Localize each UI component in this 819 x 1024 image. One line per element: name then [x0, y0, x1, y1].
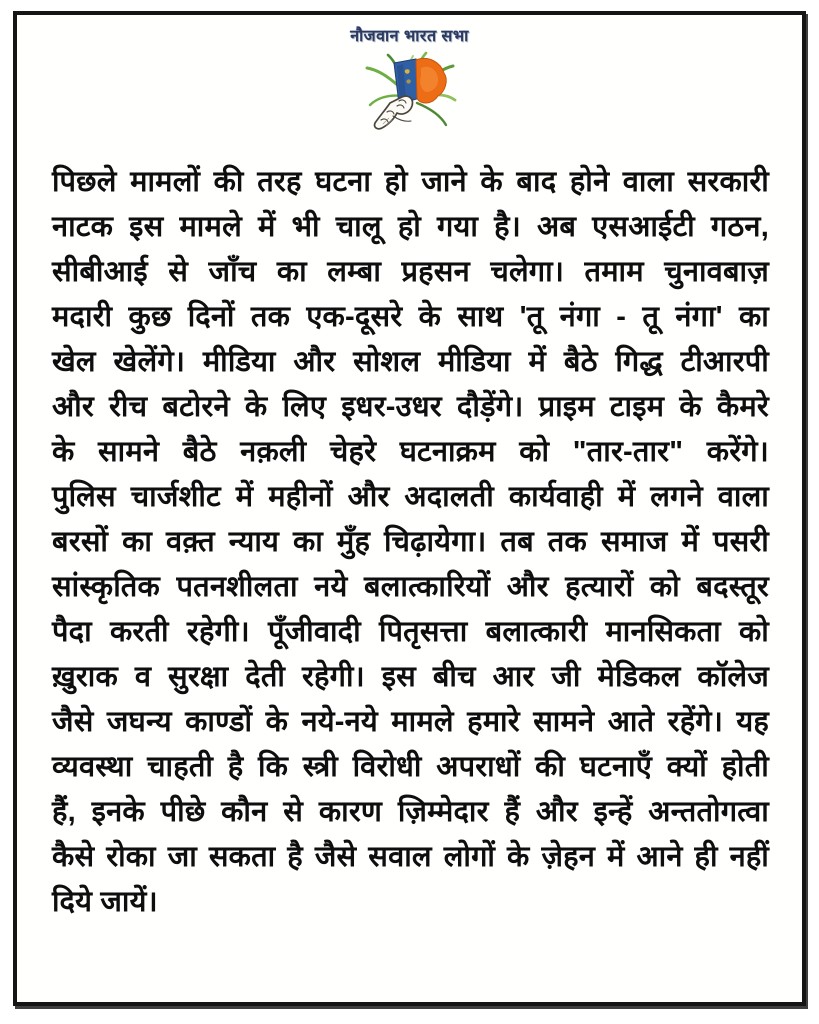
text-line: और रीच बटोरने के लिए इधर-उधर दौड़ेंगे। प्राइम टाइम के कैमरे: [52, 391, 769, 423]
text-line: दिये जायें।: [52, 886, 158, 918]
text-line: पुलिस चार्जशीट में महीनों और अदालती कार्यवाही में लगने वाला: [52, 481, 769, 513]
article-text: [17, 130, 802, 925]
text-line: पिछले मामलों की तरह घटना हो जाने के बाद होने वाला सरकारी: [52, 166, 769, 198]
document-page: [13, 11, 806, 1006]
text-line: नाटक इस मामले में भी चालू हो गया है। अब एसआईटी गठन,: [52, 211, 769, 243]
text-line: खेल खेलेंगे। मीडिया और सोशल मीडिया में बैठे गिद्ध टीआरपी: [52, 346, 769, 378]
fist-holding-flag-icon: [359, 48, 461, 130]
text-line: हैं, इनके पीछे कौन से कारण ज़िम्मेदार हैं और इन्हें अन्ततोगत्वा: [52, 796, 769, 828]
text-line: जैसे जघन्य काण्डों के नये-नये मामले हमारे सामने आते रहेंगे। यह: [52, 706, 769, 738]
text-line: बरसों का वक़्त न्याय का मुँह चिढ़ायेगा। तब तक समाज में पसरी: [52, 526, 769, 558]
text-line: कैसे रोका जा सकता है जैसे सवाल लोगों के ज़ेहन में आने ही नहीं: [52, 841, 769, 873]
text-line: के सामने बैठे नक़ली चेहरे घटनाक्रम को "तार-तार" करेंगे।: [52, 436, 769, 468]
text-line: मदारी कुछ दिनों तक एक-दूसरे के साथ 'तू नंगा - तू नंगा' का: [52, 301, 769, 333]
text-line: सीबीआई से जाँच का लम्बा प्रहसन चलेगा। तमाम चुनावबाज़: [52, 256, 769, 288]
text-line: व्यवस्था चाहती है कि स्त्री विरोधी अपराधों की घटनाएँ क्यों होती: [52, 751, 769, 783]
org-name: नौजवान भारत सभा: [350, 28, 469, 45]
org-logo: [17, 15, 802, 130]
text-line: सांस्कृतिक पतनशीलता नये बलात्कारियों और हत्यारों को बदस्तूर: [52, 571, 769, 603]
text-line: ख़ुराक व सुरक्षा देती रहेगी। इस बीच आर जी मेडिकल कॉलेज: [52, 661, 769, 693]
text-line: पैदा करती रहेगी। पूँजीवादी पितृसत्ता बलात्कारी मानसिकता को: [52, 616, 769, 648]
